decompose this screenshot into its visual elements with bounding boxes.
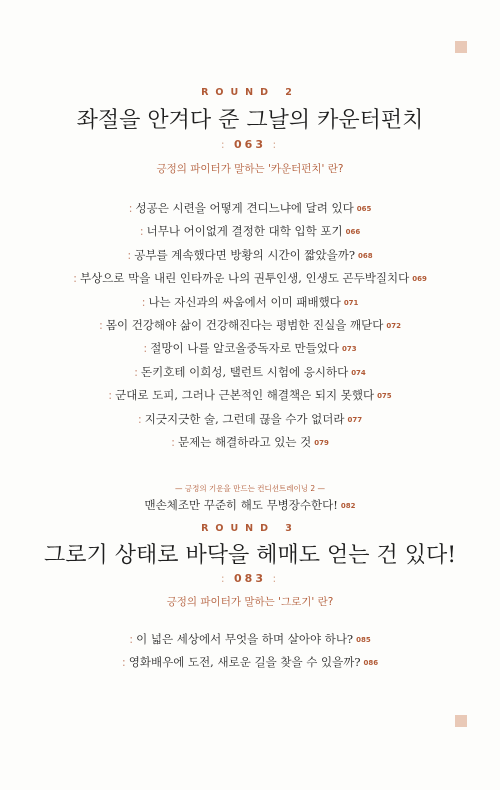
toc-entry[interactable] <box>0 223 500 239</box>
toc-entry[interactable] <box>0 411 500 427</box>
toc-entry[interactable] <box>0 631 500 647</box>
toc-entry[interactable] <box>0 497 500 513</box>
corner-decoration-top <box>455 41 467 53</box>
toc-entry-text: 이 넓은 세상에서 무엇을 하며 살아야 하나? <box>136 632 354 646</box>
leader-dots: : <box>127 247 132 262</box>
toc-entry-page: 065 <box>356 205 372 213</box>
leader-dots: : <box>121 655 126 669</box>
toc-entry[interactable] <box>0 200 500 216</box>
toc-entry[interactable] <box>0 654 500 670</box>
toc-entry-page: 073 <box>341 345 357 354</box>
round-title: 그로기 상태로 바닥을 헤매도 얻는 건 있다! <box>43 543 457 568</box>
toc-entry-page: 079 <box>314 439 329 447</box>
toc-entry-text: 영화배우에 도전, 새로운 길을 찾을 수 있을까? <box>128 655 361 669</box>
leader-dots: : <box>143 341 148 356</box>
toc-entry-page: 072 <box>386 322 401 330</box>
toc-entry[interactable] <box>0 270 500 286</box>
round-title: 좌절을 안겨다 준 그날의 카운터펀치 <box>76 108 424 133</box>
toc-entry-page: 077 <box>347 415 363 424</box>
toc-entry-page: 074 <box>351 368 366 377</box>
round-subtitle[interactable]: 긍정의 파이터가 말하는 '카운터펀치' 란? <box>156 163 344 175</box>
leader-dots: : <box>128 201 133 215</box>
section-tag: — 긍정의 기운을 만드는 컨디션트레이닝 2 — <box>174 484 325 493</box>
toc-entry-text: 공부를 계속했다면 방황의 시간이 짧았을까? <box>134 247 355 262</box>
leader-dots: : <box>137 411 142 426</box>
toc-entry-page: 069 <box>412 275 427 284</box>
toc-entry-page: 068 <box>358 251 373 260</box>
toc-entry-text: 나는 자신과의 싸움에서 이미 패배했다 <box>148 294 341 309</box>
toc-entry[interactable] <box>0 364 500 380</box>
toc-entry-text: 너무나 어이없게 결정한 대학 입학 포기 <box>146 224 343 239</box>
round-page-number: : 063 : <box>220 138 280 151</box>
toc-entry-text: 군대로 도피, 그러나 근본적인 해결책은 되지 못했다 <box>115 388 375 403</box>
leader-dots: : <box>141 294 146 309</box>
toc-entry[interactable] <box>0 247 500 263</box>
round-page-number: : 083 : <box>220 572 280 585</box>
round-label: ROUND 2 <box>201 87 299 98</box>
leader-dots: : <box>108 388 113 403</box>
toc-entry[interactable] <box>0 434 500 450</box>
leader-dots: : <box>129 632 134 646</box>
toc-entry-page: 082 <box>340 502 356 510</box>
corner-decoration-bottom <box>455 715 467 727</box>
toc-entry-text: 문제는 해결하라고 있는 것 <box>178 435 312 449</box>
toc-entry-text: 맨손체조만 꾸준히 해도 무병장수한다! <box>144 498 338 512</box>
leader-dots: : <box>134 364 139 379</box>
toc-entry-page: 086 <box>363 659 379 667</box>
toc-entry[interactable] <box>0 317 500 333</box>
leader-dots: : <box>73 271 78 286</box>
toc-entry-text: 몸이 건강해야 삶이 건강해진다는 평범한 진실을 깨닫다 <box>105 318 384 332</box>
leader-dots: : <box>171 435 176 449</box>
leader-dots: : <box>139 224 144 239</box>
toc-entry-page: 071 <box>343 298 359 307</box>
round-label: ROUND 3 <box>201 523 299 534</box>
toc-entry-text: 성공은 시련을 어떻게 견디느냐에 달려 있다 <box>135 201 354 215</box>
toc-entry-page: 075 <box>377 392 392 401</box>
toc-entry-text: 절망이 나를 알코올중독자로 만들었다 <box>150 341 339 356</box>
round-subtitle[interactable]: 긍정의 파이터가 말하는 '그로기' 란? <box>166 596 334 608</box>
toc-entry[interactable] <box>0 340 500 356</box>
toc-entry-text: 돈키호테 이희성, 탤런트 시험에 응시하다 <box>141 364 349 379</box>
toc-entry-page: 085 <box>356 636 371 644</box>
toc-entry-page: 066 <box>345 228 361 237</box>
toc-entry-text: 지긋지긋한 술, 그런데 끊을 수가 없더라 <box>144 411 345 426</box>
leader-dots: : <box>99 318 103 332</box>
toc-entry-text: 부상으로 막을 내린 인타까운 나의 권투인생, 인생도 곤두박질치다 <box>80 271 410 286</box>
toc-entry[interactable] <box>0 294 500 310</box>
toc-entry[interactable] <box>0 387 500 403</box>
